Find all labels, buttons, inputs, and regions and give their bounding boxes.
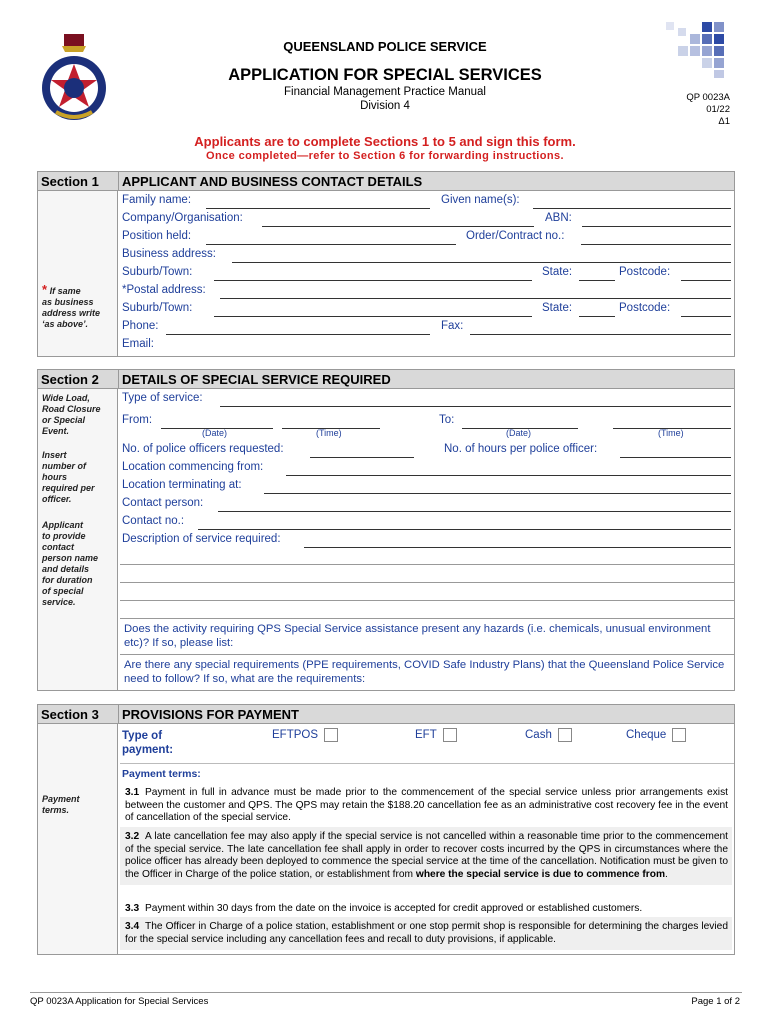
term-number: 3.4 <box>125 921 140 932</box>
postal-state-label: State: <box>542 302 573 314</box>
manual-name: Financial Management Practice Manual <box>284 86 486 98</box>
postcode-label: Postcode: <box>619 266 671 278</box>
payment-type-label-2: payment: <box>122 744 174 756</box>
side-note-text: ‘as above’. <box>42 319 89 329</box>
business-address-label: Business address: <box>122 248 216 260</box>
side-note-text: to provide <box>42 531 86 541</box>
eft-checkbox[interactable] <box>443 728 457 742</box>
pixel-logo <box>650 20 730 80</box>
to-label: To: <box>439 414 455 426</box>
from-label: From: <box>122 414 153 426</box>
postal-address-input[interactable] <box>220 298 731 299</box>
footer-page-number: Page 1 of 2 <box>691 996 740 1007</box>
postal-postcode-label: Postcode: <box>619 302 671 314</box>
side-note-text: contact <box>42 542 75 552</box>
section-2-title: DETAILS OF SPECIAL SERVICE REQUIRED <box>122 372 391 387</box>
abn-label: ABN: <box>545 212 572 224</box>
instruction-complete: Applicants are to complete Sections 1 to 5 and sign this form. <box>194 134 576 149</box>
from-time-caption: (Time) <box>316 428 342 438</box>
to-date-caption: (Date) <box>506 428 532 438</box>
section-1-number: Section 1 <box>41 174 99 189</box>
side-note-text: service. <box>42 597 76 607</box>
side-note-text: Applicant <box>42 520 84 530</box>
postal-suburb-input[interactable] <box>214 316 532 317</box>
section-2 <box>37 369 735 691</box>
side-note-text: address write <box>42 308 101 318</box>
eftpos-label: EFTPOS <box>272 729 319 742</box>
term-number: 3.3 <box>125 903 140 914</box>
postal-address-label: *Postal address: <box>122 284 206 296</box>
to-time-caption: (Time) <box>658 428 684 438</box>
phone-input[interactable] <box>166 334 430 335</box>
contact-no-label: Contact no.: <box>122 515 185 527</box>
contact-no-input[interactable] <box>198 529 731 530</box>
hours-per-officer-input[interactable] <box>620 457 731 458</box>
side-note-text: number of <box>42 461 86 471</box>
form-version: Δ1 <box>718 116 730 127</box>
service-type-input[interactable] <box>220 406 731 407</box>
side-note-text: officer. <box>42 494 72 504</box>
location-commencing-input[interactable] <box>286 475 731 476</box>
term-number: 3.2 <box>125 831 140 842</box>
cash-checkbox[interactable] <box>558 728 572 742</box>
payment-terms-heading: Payment terms: <box>122 768 201 780</box>
description-input[interactable] <box>304 547 731 548</box>
order-label: Order/Contract no.: <box>466 230 565 242</box>
location-commencing-label: Location commencing from: <box>122 461 264 473</box>
business-address-input[interactable] <box>232 262 731 263</box>
side-note-text: terms. <box>42 805 70 815</box>
description-line[interactable] <box>120 600 734 601</box>
location-terminating-input[interactable] <box>264 493 731 494</box>
cheque-checkbox[interactable] <box>672 728 686 742</box>
term-number: 3.1 <box>125 787 140 798</box>
required-star: * <box>42 282 48 297</box>
side-note-text: If same <box>49 286 81 296</box>
family-name-input[interactable] <box>206 208 430 209</box>
side-note-text: for duration <box>42 575 93 585</box>
eftpos-checkbox[interactable] <box>324 728 338 742</box>
company-label: Company/Organisation: <box>122 212 243 224</box>
officers-requested-label: No. of police officers requested: <box>122 443 284 455</box>
term-bold-text: where the special service is due to commence from <box>415 868 666 880</box>
section-3-number: Section 3 <box>41 707 99 722</box>
term-text: Payment in full in advance must be made prior to the commencement of the special service unless prior arrangements exist between the customer and QPS. The QPS may retain the $188.20 cancellation fee as an administrative cost recovery fee in the event of cancellation of the special service. <box>125 787 728 823</box>
family-name-label: Family name: <box>122 194 192 206</box>
hazards-question: Does the activity requiring QPS Special Service assistance present any hazards (i.e. chemicals, unusual environment etc)? If so, please list: <box>124 623 711 649</box>
description-label: Description of service required: <box>122 533 281 545</box>
contact-person-input[interactable] <box>218 511 731 512</box>
side-note-text: Wide Load, <box>42 393 90 403</box>
eft-label: EFT <box>415 729 437 742</box>
section-1-title: APPLICANT AND BUSINESS CONTACT DETAILS <box>122 174 423 189</box>
payment-type-label: Type of <box>122 730 163 742</box>
fax-label: Fax: <box>441 320 464 332</box>
company-input[interactable] <box>262 226 534 227</box>
section-3 <box>37 704 735 955</box>
side-note-text: and details <box>42 564 90 574</box>
section-2-number: Section 2 <box>41 372 99 387</box>
email-label: Email: <box>122 338 154 350</box>
section-1 <box>37 171 735 357</box>
given-names-label: Given name(s): <box>441 194 520 206</box>
term-3-2 <box>120 827 732 885</box>
side-note-text: as business <box>42 297 94 307</box>
instruction-forward: Once completed—refer to Section 6 for forwarding instructions. <box>206 150 564 162</box>
side-note-text: Insert <box>42 450 67 460</box>
side-note-text: of special <box>42 586 84 596</box>
footer-form-name: QP 0023A Application for Special Services <box>30 996 209 1007</box>
position-label: Position held: <box>122 230 192 242</box>
form-date: 01/22 <box>706 104 730 115</box>
org-name: QUEENSLAND POLICE SERVICE <box>283 39 487 54</box>
hours-per-officer-label: No. of hours per police officer: <box>444 443 598 455</box>
from-date-caption: (Date) <box>202 428 228 438</box>
side-note-text: Road Closure <box>42 404 101 414</box>
side-note-text: hours <box>42 472 68 482</box>
side-note-text: Payment <box>42 794 80 804</box>
postal-state-input[interactable] <box>579 316 615 317</box>
form-title: APPLICATION FOR SPECIAL SERVICES <box>228 66 542 84</box>
term-text: A late cancellation fee may also apply if the special service is not cancelled within a reasonable time prior to the commencement of the special service. The late cancellation fee shall apply in order to recover costs incurred by the QPS in circumstances where the police officer has already been deployed to commence the special service at the time of the cancellation. Notification must be given to the Officer in Charge of the police station, or establishment from <box>125 831 728 880</box>
contact-person-label: Contact person: <box>122 497 204 509</box>
hazards-answer[interactable] <box>120 654 734 655</box>
state-label: State: <box>542 266 573 278</box>
term-text: Payment within 30 days from the date on the invoice is accepted for credit approved or established customers. <box>145 903 643 914</box>
position-input[interactable] <box>206 244 456 245</box>
requirements-question: Are there any special requirements (PPE requirements, COVID Safe Industry Plans) that the Queensland Police Service need to follow? If so, what are the requirements: <box>124 659 725 685</box>
side-note-text: or Special <box>42 415 86 425</box>
suburb-input[interactable] <box>214 280 532 281</box>
form-code: QP 0023A <box>686 92 730 103</box>
given-names-input[interactable] <box>533 208 731 209</box>
service-type-label: Type of service: <box>122 392 203 404</box>
suburb-label: Suburb/Town: <box>122 266 193 278</box>
description-line[interactable] <box>120 582 734 583</box>
cheque-label: Cheque <box>626 729 667 742</box>
side-note-text: required per <box>42 483 95 493</box>
side-note-text: person name <box>42 553 99 563</box>
location-terminating-label: Location terminating at: <box>122 479 242 491</box>
officers-requested-input[interactable] <box>310 457 414 458</box>
division: Division 4 <box>360 100 410 112</box>
cash-label: Cash <box>525 729 552 742</box>
postal-suburb-label: Suburb/Town: <box>122 302 193 314</box>
section-3-title: PROVISIONS FOR PAYMENT <box>122 707 299 722</box>
state-input[interactable] <box>579 280 615 281</box>
postal-postcode-input[interactable] <box>681 316 731 317</box>
description-line[interactable] <box>120 564 734 565</box>
description-line[interactable] <box>120 618 734 619</box>
term-text: . <box>665 868 668 880</box>
phone-label: Phone: <box>122 320 159 332</box>
abn-input[interactable] <box>582 226 731 227</box>
term-3-4 <box>120 917 732 950</box>
postcode-input[interactable] <box>681 280 731 281</box>
term-text: The Officer in Charge of a police station, establishment or one stop permit shop is responsible for determining the charges levied for the special service including any cancellation fees and recall to duty provisions, if applicable. <box>125 921 728 945</box>
order-input[interactable] <box>581 244 731 245</box>
term-3-1 <box>120 783 732 829</box>
fax-input[interactable] <box>470 334 731 335</box>
side-note-text: Event. <box>42 426 70 436</box>
